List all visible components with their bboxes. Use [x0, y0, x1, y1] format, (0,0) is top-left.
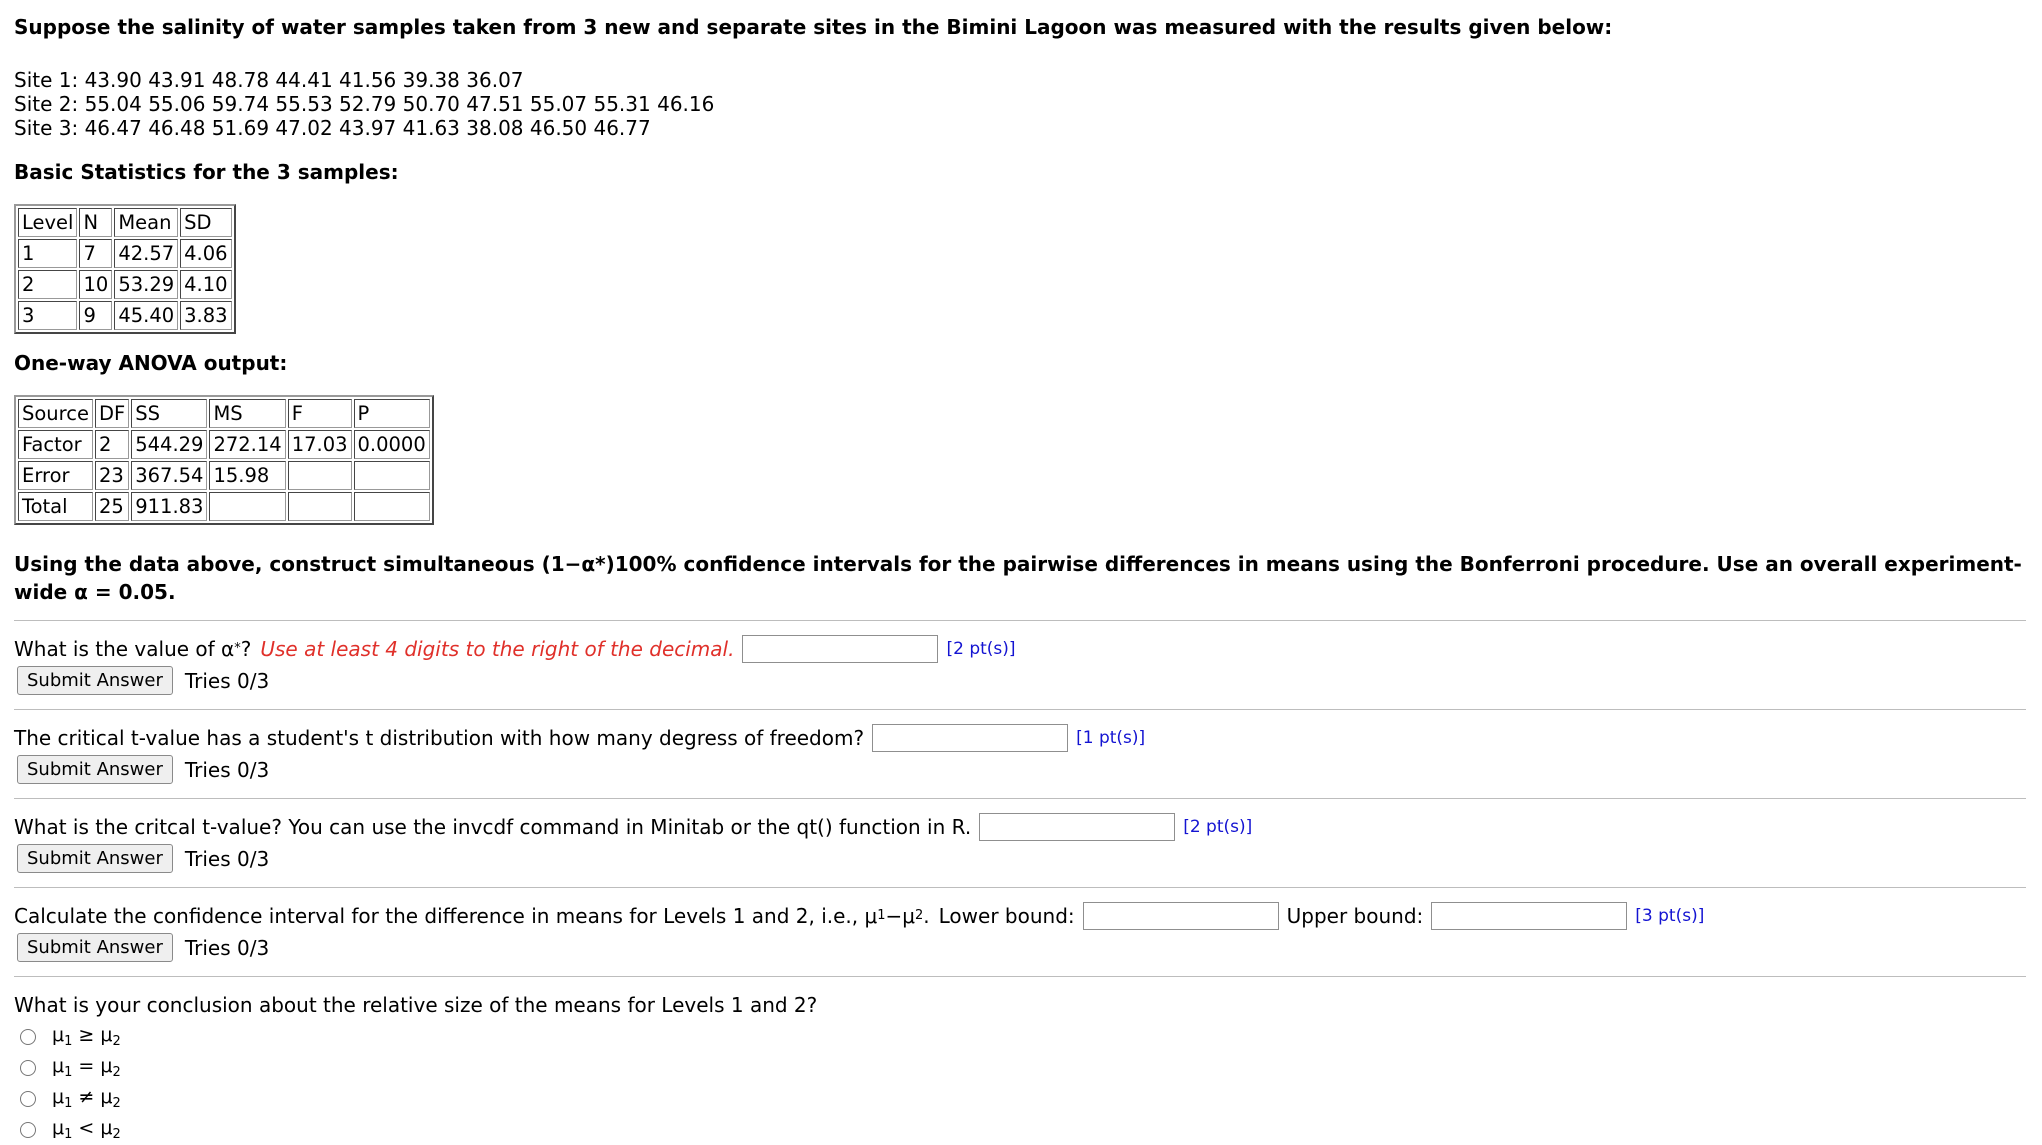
option-label: $\mu_1 = \mu_2$: [52, 1055, 121, 1080]
lower-bound-input[interactable]: [1083, 902, 1279, 930]
submit-row: [14, 666, 2026, 695]
table-row: [18, 461, 430, 490]
subscript: 2: [915, 908, 924, 923]
tries-counter: Tries 0/3: [184, 846, 270, 871]
table-cell: 272.14: [209, 430, 285, 459]
table-cell: [288, 461, 352, 490]
points-label: [1 pt(s)]: [1076, 728, 1146, 748]
table-cell: 42.57: [114, 239, 178, 268]
table-row: [18, 430, 430, 459]
site-3-data: Site 3: 46.47 46.48 51.69 47.02 43.97 41.63 38.08 46.50 46.77: [14, 116, 651, 140]
table-cell: [209, 492, 285, 521]
table-cell: 3.83: [180, 301, 231, 330]
question-text: What is the value of α: [14, 637, 235, 661]
table-header-cell: F: [288, 399, 352, 428]
problem-intro: Suppose the salinity of water samples taken from 3 new and separate sites in the Bimini Lagoon was measured with the results given below:: [14, 15, 1613, 39]
table-cell: [354, 461, 430, 490]
points-label: [3 pt(s)]: [1635, 906, 1705, 926]
question-conclusion: [14, 991, 2026, 1019]
table-cell: 4.06: [180, 239, 231, 268]
option-label: $\mu_1 \ne \mu_2$: [52, 1086, 121, 1111]
question-mark: ?: [240, 637, 252, 661]
question-text: Calculate the confidence interval for the difference in means for Levels 1 and 2, i.e., μ: [14, 904, 878, 928]
tries-counter: Tries 0/3: [184, 757, 270, 782]
tries-counter: Tries 0/3: [184, 668, 270, 693]
conclusion-options: [14, 1021, 2026, 1145]
problem-page: [14, 12, 2026, 1145]
table-cell: [354, 492, 430, 521]
table-header-cell: P: [354, 399, 430, 428]
radio-option-ne[interactable]: [14, 1083, 2026, 1114]
submit-answer-button[interactable]: Submit Answer: [17, 933, 173, 962]
table-cell: Total: [18, 492, 93, 521]
table-cell: 53.29: [114, 270, 178, 299]
table-row: [18, 492, 430, 521]
table-cell: 4.10: [180, 270, 231, 299]
table-cell: 1: [18, 239, 77, 268]
table-header-cell: MS: [209, 399, 285, 428]
radio-option-ge[interactable]: [14, 1021, 2026, 1052]
table-cell: 15.98: [209, 461, 285, 490]
upper-bound-label: Upper bound:: [1286, 904, 1424, 928]
basic-stats-table: [14, 204, 236, 334]
subscript: 1: [877, 908, 886, 923]
table-cell: 367.54: [131, 461, 207, 490]
question-degrees-freedom: [14, 724, 2026, 752]
lower-bound-label: Lower bound:: [938, 904, 1075, 928]
critical-t-input[interactable]: [979, 813, 1175, 841]
table-cell: 10: [79, 270, 112, 299]
anova-table: [14, 395, 434, 525]
superscript-star: *: [234, 641, 241, 656]
table-header-cell: DF: [95, 399, 129, 428]
radio-button[interactable]: [20, 1060, 36, 1076]
submit-answer-button[interactable]: Submit Answer: [17, 755, 173, 784]
tries-counter: Tries 0/3: [184, 935, 270, 960]
divider: [14, 798, 2026, 799]
upper-bound-input[interactable]: [1431, 902, 1627, 930]
table-cell: 9: [79, 301, 112, 330]
table-header-cell: Source: [18, 399, 93, 428]
table-header-cell: SD: [180, 208, 231, 237]
question-critical-t: [14, 813, 2026, 841]
site-1-data: Site 1: 43.90 43.91 48.78 44.41 41.56 39.38 36.07: [14, 68, 524, 92]
table-row: [18, 301, 232, 330]
table-header-cell: Mean: [114, 208, 178, 237]
question-alpha-star: [14, 635, 2026, 663]
precision-hint: Use at least 4 digits to the right of the decimal.: [260, 637, 735, 661]
table-header-row: [18, 399, 430, 428]
table-cell: 25: [95, 492, 129, 521]
table-cell: Error: [18, 461, 93, 490]
bonferroni-instruction: Using the data above, construct simultaneous (1−α*)100% confidence intervals for the pairwise differences in means using the Bonferroni procedure. Use an overall experiment-wide α = 0.05.: [14, 552, 2022, 604]
points-label: [2 pt(s)]: [1183, 817, 1253, 837]
divider: [14, 976, 2026, 977]
radio-option-lt[interactable]: [14, 1114, 2026, 1145]
question-text: What is the critcal t-value? You can use the invcdf command in Minitab or the qt() function in R.: [14, 815, 972, 839]
degrees-freedom-input[interactable]: [872, 724, 1068, 752]
basic-stats-heading: Basic Statistics for the 3 samples:: [14, 160, 399, 184]
submit-answer-button[interactable]: Submit Answer: [17, 666, 173, 695]
minus-mu: −μ: [885, 904, 915, 928]
submit-row: [14, 933, 2026, 962]
question-confidence-interval: [14, 902, 2026, 930]
option-label: $\mu_1 \ge \mu_2$: [52, 1024, 121, 1049]
table-header-cell: Level: [18, 208, 77, 237]
question-text: What is your conclusion about the relative size of the means for Levels 1 and 2?: [14, 993, 818, 1017]
table-cell: 3: [18, 301, 77, 330]
radio-option-eq[interactable]: [14, 1052, 2026, 1083]
table-cell: 0.0000: [354, 430, 430, 459]
submit-row: [14, 844, 2026, 873]
divider: [14, 887, 2026, 888]
table-cell: 7: [79, 239, 112, 268]
divider: [14, 620, 2026, 621]
table-cell: [288, 492, 352, 521]
points-label: [2 pt(s)]: [946, 639, 1016, 659]
table-cell: 17.03: [288, 430, 352, 459]
option-label: $\mu_1 < \mu_2$: [52, 1117, 121, 1142]
table-row: [18, 270, 232, 299]
site-2-data: Site 2: 55.04 55.06 59.74 55.53 52.79 50.70 47.51 55.07 55.31 46.16: [14, 92, 715, 116]
period: .: [923, 904, 930, 928]
submit-answer-button[interactable]: Submit Answer: [17, 844, 173, 873]
table-cell: 23: [95, 461, 129, 490]
table-cell: 544.29: [131, 430, 207, 459]
table-cell: 2: [95, 430, 129, 459]
table-cell: 911.83: [131, 492, 207, 521]
alpha-star-input[interactable]: [742, 635, 938, 663]
table-row: [18, 239, 232, 268]
site-data: [14, 68, 2026, 140]
submit-row: [14, 755, 2026, 784]
question-text: The critical t-value has a student's t distribution with how many degress of freedom?: [14, 726, 865, 750]
radio-button[interactable]: [20, 1122, 36, 1138]
table-header-row: [18, 208, 232, 237]
table-header-cell: SS: [131, 399, 207, 428]
table-header-cell: N: [79, 208, 112, 237]
table-cell: Factor: [18, 430, 93, 459]
divider: [14, 709, 2026, 710]
radio-button[interactable]: [20, 1091, 36, 1107]
table-cell: 45.40: [114, 301, 178, 330]
anova-heading: One-way ANOVA output:: [14, 351, 288, 375]
table-cell: 2: [18, 270, 77, 299]
radio-button[interactable]: [20, 1029, 36, 1045]
